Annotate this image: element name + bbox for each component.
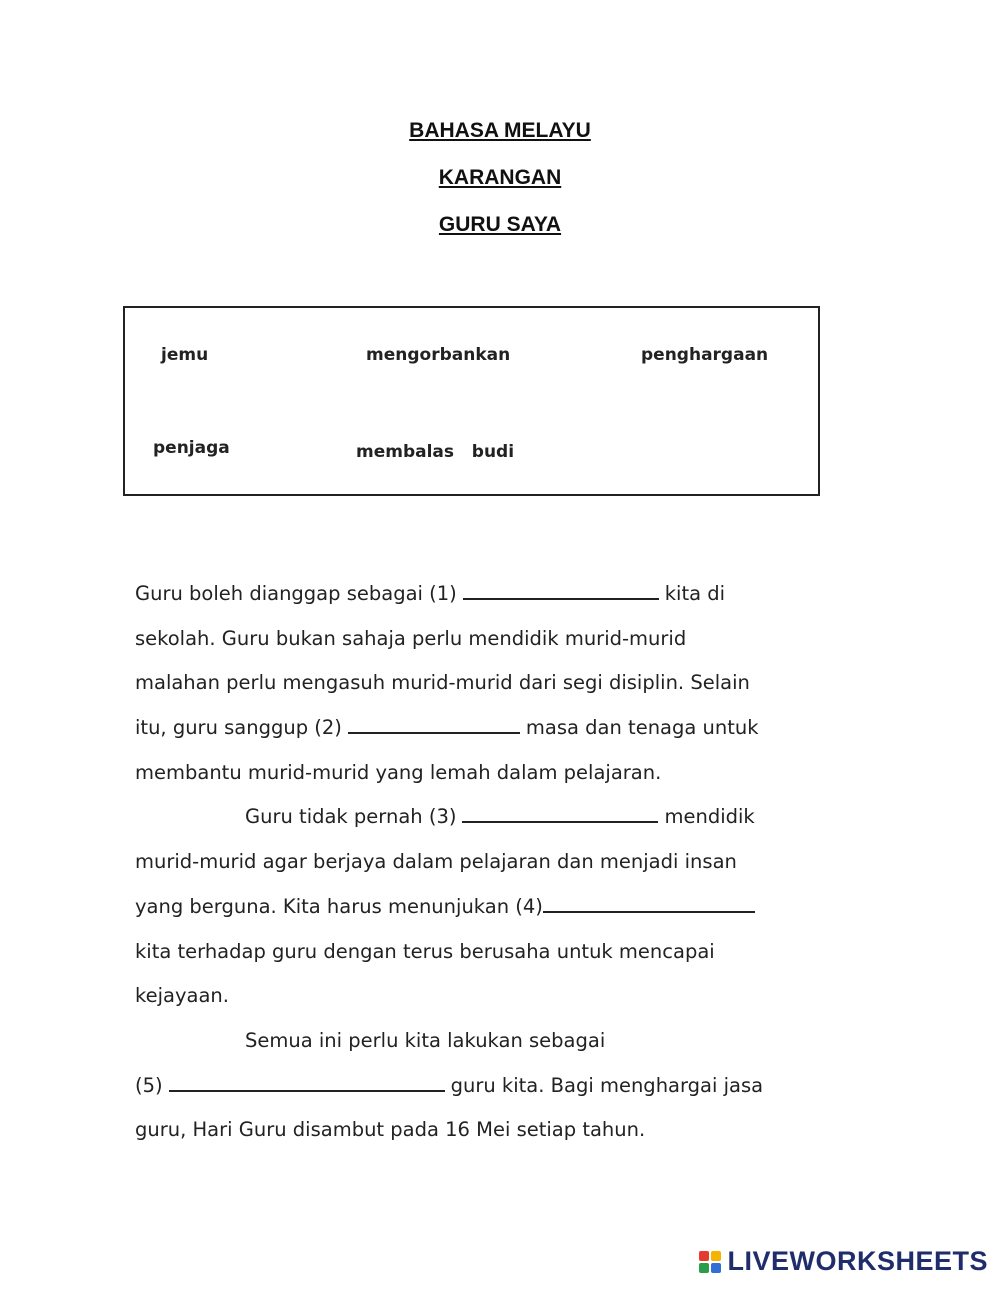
passage-line: Semua ini perlu kita lakukan sebagai bbox=[245, 1028, 606, 1052]
topic-title: GURU SAYA bbox=[438, 213, 562, 236]
logo-square bbox=[711, 1263, 721, 1273]
word-bank-item: penghargaan bbox=[641, 345, 769, 365]
logo-square bbox=[699, 1263, 709, 1273]
liveworksheets-footer bbox=[699, 1246, 988, 1277]
passage-text: (5) bbox=[135, 1073, 163, 1097]
passage-line: sekolah. Guru bukan sahaja perlu mendidik murid-murid bbox=[135, 626, 687, 650]
subject-title: BAHASA MELAYU bbox=[409, 119, 591, 142]
passage-text: Guru boleh dianggap sebagai (1) bbox=[135, 582, 457, 605]
word-bank-item: jemu bbox=[161, 345, 209, 365]
passage-line bbox=[135, 795, 835, 840]
passage-text: itu, guru sanggup (2) bbox=[135, 716, 342, 740]
word-bank-item: mengorbankan bbox=[366, 345, 511, 365]
passage-text: mendidik bbox=[664, 805, 755, 829]
word-bank bbox=[123, 306, 820, 496]
answer-blank-4[interactable] bbox=[543, 891, 755, 913]
passage-line: membantu murid-murid yang lemah dalam pelajaran. bbox=[135, 760, 662, 784]
passage-line: murid-murid agar berjaya dalam pelajaran dan menjadi insan bbox=[135, 850, 737, 874]
word-bank-item: penjaga bbox=[153, 438, 230, 458]
passage-text: Guru tidak pernah (3) bbox=[245, 805, 457, 829]
answer-blank-2[interactable] bbox=[348, 712, 520, 734]
answer-blank-1[interactable] bbox=[463, 578, 659, 600]
liveworksheets-logo-icon bbox=[699, 1251, 721, 1273]
passage-text: yang berguna. Kita harus menunjukan (4) bbox=[135, 894, 543, 918]
passage-line bbox=[135, 572, 835, 617]
answer-blank-3[interactable] bbox=[462, 801, 658, 823]
passage bbox=[135, 572, 835, 1153]
passage-text: guru kita. Bagi menghargai jasa bbox=[450, 1073, 764, 1097]
passage-line: malahan perlu mengasuh murid-murid dari segi disiplin. Selain bbox=[135, 671, 750, 695]
word-bank-item: membalas budi bbox=[356, 442, 515, 462]
passage-line: guru, Hari Guru disambut pada 16 Mei setiap tahun. bbox=[135, 1118, 646, 1142]
passage-text: kita di bbox=[664, 582, 726, 605]
passage-line bbox=[135, 1064, 835, 1109]
passage-line: kita terhadap guru dengan terus berusaha untuk mencapai bbox=[135, 939, 715, 963]
type-title: KARANGAN bbox=[438, 166, 562, 189]
passage-line bbox=[135, 885, 835, 930]
passage-line bbox=[135, 706, 835, 751]
passage-line: kejayaan. bbox=[135, 984, 229, 1008]
brand-name: LIVEWORKSHEETS bbox=[727, 1246, 988, 1276]
passage-text: masa dan tenaga untuk bbox=[525, 716, 759, 740]
answer-blank-5[interactable] bbox=[169, 1070, 445, 1092]
logo-square bbox=[711, 1251, 721, 1261]
logo-square bbox=[699, 1251, 709, 1261]
worksheet-header bbox=[0, 118, 1000, 259]
